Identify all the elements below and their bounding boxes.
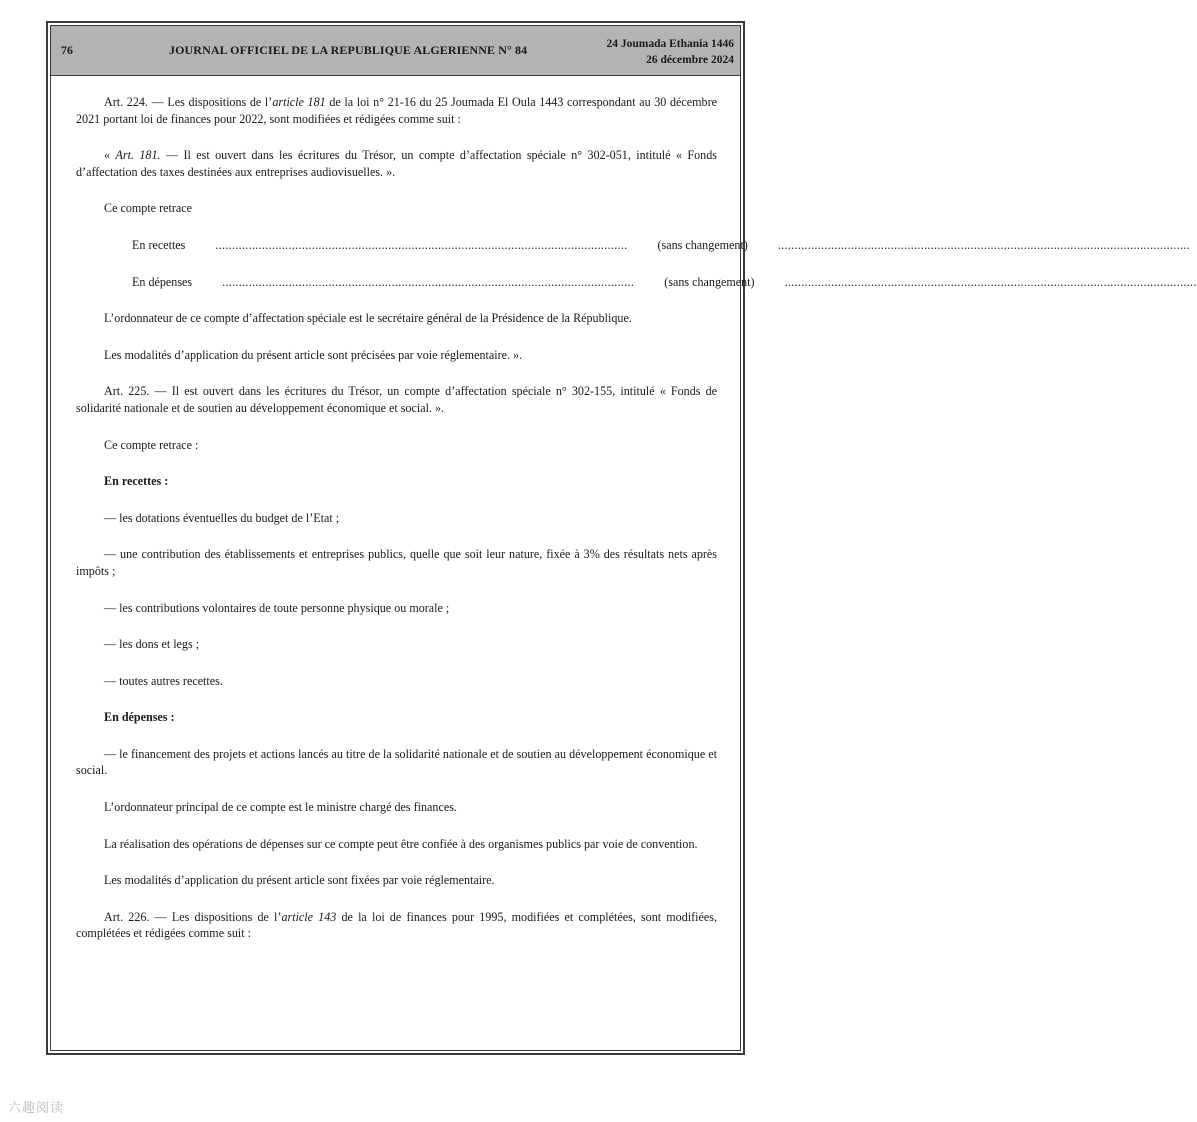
article-226-paragraph: Art. 226. — Les dispositions de l’article 143 de la loi de finances pour 1995, modifiées et complétées, sont modifiées, complétées et rédigées comme suit : xyxy=(76,909,717,941)
dot-leader: ............................................................................................................................ xyxy=(215,237,628,252)
section-heading: En recettes : xyxy=(104,474,169,489)
list-item: — les dons et legs ; xyxy=(104,637,200,652)
dot-leader: ............................................................................................................................ xyxy=(777,237,1190,252)
paragraph: La réalisation des opérations de dépenses sur ce compte peut être confiée à des organismes publics par voie de convention. xyxy=(104,836,698,851)
list-item: — le financement des projets et actions lancés au titre de la solidarité nationale et de soutien au développement économique et social. xyxy=(76,746,717,778)
article-224-paragraph: Art. 224. — Les dispositions de l’article 181 de la loi n° 21-16 du 25 Joumada El Oula 1443 correspondant au 30 décembre 2021 portant loi de finances pour 2022, sont modifiées et rédigées comme suit : xyxy=(76,95,717,126)
paragraph: Ce compte retrace : xyxy=(104,437,199,452)
list-item: — une contribution des établissements et entreprises publics, quelle que soit leur nature, fixée à 3% des résultats nets après impôts ; xyxy=(76,547,717,578)
dotted-line-depenses: En dépenses ............................................................................................................................ (sans changement) ............................................................................................................................ xyxy=(132,274,1197,289)
list-item: — toutes autres recettes. xyxy=(104,673,223,688)
section-heading: En dépenses : xyxy=(104,710,175,725)
list-item: — les dotations éventuelles du budget de l’Etat ; xyxy=(104,510,340,525)
article-181-paragraph: « Art. 181. — Il est ouvert dans les écritures du Trésor, un compte d’affectation spéciale n° 302-051, intitulé « Fonds d’affectation des taxes destinées aux entreprises audiovisuelles. ». xyxy=(76,148,717,179)
gregorian-date: 26 décembre 2024 xyxy=(646,54,734,66)
watermark: 六趣阅读 xyxy=(8,1101,65,1116)
dotted-line-recettes: En recettes ............................................................................................................................ (sans changement) ............................................................................................................................ xyxy=(132,237,1190,252)
list-item: — les contributions volontaires de toute personne physique ou morale ; xyxy=(104,600,450,615)
article-225-paragraph: Art. 225. — Il est ouvert dans les écritures du Trésor, un compte d’affectation spéciale n° 302-155, intitulé « Fonds de solidarité nationale et de soutien au développement économique et social. ». xyxy=(76,384,717,415)
journal-header xyxy=(51,26,740,76)
dot-leader: ............................................................................................................................ xyxy=(222,274,635,289)
paragraph: Les modalités d’application du présent article sont précisées par voie réglementaire. ». xyxy=(104,347,523,362)
document-body xyxy=(76,94,1197,942)
page-number: 76 xyxy=(61,43,73,57)
issue-dates xyxy=(607,36,734,68)
paragraph: L’ordonnateur de ce compte d’affectation spéciale est le secrétaire général de la Présidence de la République. xyxy=(104,311,632,326)
paragraph: L’ordonnateur principal de ce compte est le ministre chargé des finances. xyxy=(104,800,457,815)
paragraph: Les modalités d’application du présent article sont fixées par voie réglementaire. xyxy=(104,873,495,888)
hijri-date: 24 Joumada Ethania 1446 xyxy=(606,38,734,50)
dot-leader: ............................................................................................................................ xyxy=(784,274,1197,289)
journal-title: JOURNAL OFFICIEL DE LA REPUBLIQUE ALGERIENNE N° 84 xyxy=(169,43,528,57)
paragraph: Ce compte retrace xyxy=(104,201,192,216)
